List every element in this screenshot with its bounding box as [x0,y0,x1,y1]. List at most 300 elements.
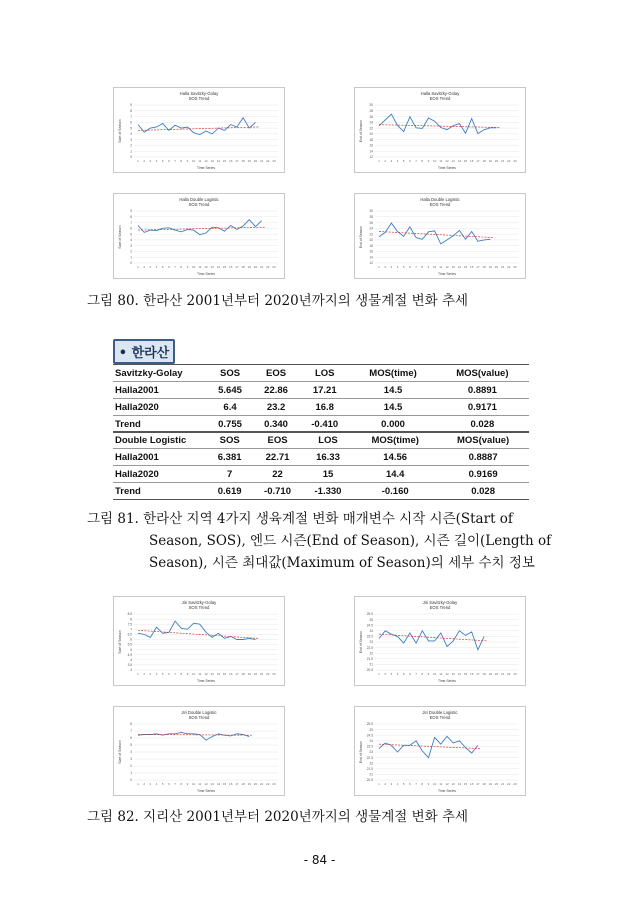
chart-halla-sg-eos [354,87,526,173]
x-tick-label: 8 [180,265,183,269]
x-tick-label: 3 [390,265,393,269]
table-cell: MOS(time) [350,365,435,382]
chart-title: Halla Double Logistic [420,197,460,202]
x-tick-label: 16 [470,782,474,786]
x-tick-label: 23 [513,782,517,786]
x-tick-label: 16 [470,672,474,676]
series-line [138,220,262,235]
y-axis-label: End of Season [359,119,363,143]
series-line [379,631,484,650]
table-cell: 0.8891 [436,382,529,399]
chart-svg [114,194,284,278]
y-axis-label: End of Season [359,225,363,249]
y-tick-label: 23.5 [366,634,373,639]
table-cell: 14.56 [353,449,437,466]
y-tick-label: 6 [130,226,132,231]
x-tick-label: 21 [259,782,264,786]
figure-81-caption-line3: Season), 시즌 최대값(Maximum of Season)의 세부 수치 정보 [149,555,535,571]
x-tick-label: 6 [409,782,411,786]
table-cell: 15 [303,466,353,483]
y-tick-label: 5 [130,232,132,237]
x-tick-label: 3 [390,159,393,163]
y-tick-label: 7 [130,220,132,225]
x-tick-label: 21 [500,265,505,269]
chart-title: Halla Savitzky-Golay [179,91,219,96]
table-row [113,466,529,483]
table-cell: -0.410 [299,416,350,433]
x-tick-label: 7 [174,672,176,676]
y-axis-label: End of Season [359,630,363,654]
y-tick-label: 3 [130,243,132,248]
x-tick-label: 8 [180,159,183,163]
x-tick-label: 14 [216,782,221,786]
x-tick-label: 7 [415,782,417,786]
chart-subtitle: EOS Trend [429,96,451,101]
y-tick-label: 2 [130,143,132,148]
table-cell: Trend [113,483,207,500]
y-tick-label: 26 [369,114,373,119]
y-tick-label: 22.5 [366,645,373,650]
y-tick-label: 30 [369,103,373,108]
x-tick-label: 6 [168,159,170,163]
x-tick-label: 21 [500,782,505,786]
y-tick-label: 24.5 [366,623,373,628]
x-tick-label: 11 [198,159,202,163]
x-axis-label: Time Series [438,679,456,683]
table-cell: Double Logistic [113,432,207,449]
series-line [138,118,256,135]
x-tick-label: 3 [149,159,152,163]
chart-jiri-sg-eos [354,596,526,686]
x-tick-label: 18 [482,159,486,163]
x-tick-label: 11 [439,159,443,163]
x-tick-label: 14 [216,159,221,163]
table-cell: 23.2 [253,399,299,416]
y-tick-label: 3.5 [127,663,132,668]
y-tick-label: 5 [130,126,132,131]
y-tick-label: 24.5 [366,733,373,738]
x-tick-label: 17 [235,265,239,269]
x-tick-label: 4 [155,782,158,786]
y-tick-label: 8 [130,108,132,113]
x-tick-label: 22 [266,672,270,676]
x-tick-label: 3 [149,265,152,269]
y-axis-label: Start of Season [118,630,122,654]
table-row [113,382,529,399]
x-tick-label: 4 [155,265,158,269]
y-tick-label: 18 [369,243,373,248]
y-tick-label: 5 [130,743,132,748]
x-tick-label: 22 [507,782,511,786]
y-tick-label: 1 [130,771,132,776]
table-cell: 0.8887 [437,449,529,466]
x-tick-label: 6 [409,265,411,269]
x-tick-label: 16 [470,159,474,163]
x-tick-label: 17 [235,672,239,676]
x-tick-label: 3 [390,672,393,676]
y-axis-label: Start of Season [118,740,122,764]
table-cell: Savitzky-Golay [113,365,207,382]
chart-svg [355,88,525,172]
x-tick-label: 15 [222,159,227,163]
y-tick-label: 3 [130,757,132,762]
table-cell: 17.21 [299,382,350,399]
x-tick-label: 14 [457,265,462,269]
chart-subtitle: SOS Trend [188,202,210,207]
y-tick-label: 2 [130,764,132,769]
table-cell: 22.86 [253,382,299,399]
chart-title: Halla Double Logistic [179,197,219,202]
table-cell: 14.5 [350,399,435,416]
x-tick-label: 20 [494,159,499,163]
x-tick-label: 2 [384,782,387,786]
x-tick-label: 9 [427,159,430,163]
x-tick-label: 21 [259,159,264,163]
x-tick-label: 10 [191,265,196,269]
x-tick-label: 22 [266,159,270,163]
x-tick-label: 12 [445,159,449,163]
table-row [113,483,529,500]
y-tick-label: 25 [369,727,373,732]
y-tick-label: 7 [130,114,132,119]
x-tick-label: 16 [229,672,233,676]
x-tick-label: 13 [451,672,455,676]
x-tick-label: 23 [272,782,276,786]
x-tick-label: 10 [191,782,196,786]
x-tick-label: 11 [198,782,202,786]
x-tick-label: 1 [378,672,380,676]
chart-jiri-sg-sos [113,596,285,686]
x-tick-label: 7 [415,265,417,269]
x-tick-label: 8 [180,782,183,786]
y-tick-label: 21 [369,662,373,667]
x-tick-label: 23 [513,265,517,269]
table-cell: -0.710 [252,483,302,500]
table-cell: Trend [113,416,207,433]
x-tick-label: 19 [488,672,492,676]
x-tick-label: 6 [168,672,170,676]
x-tick-label: 2 [143,782,146,786]
x-tick-label: 18 [482,782,486,786]
y-tick-label: 16 [369,143,373,148]
y-axis-label: Start of Season [118,119,122,143]
x-tick-label: 22 [266,782,270,786]
x-tick-label: 3 [149,782,152,786]
y-tick-label: 24 [369,226,373,231]
y-tick-label: 8.5 [127,612,132,617]
x-tick-label: 4 [396,265,399,269]
x-tick-label: 8 [421,782,424,786]
x-tick-label: 19 [247,159,251,163]
x-tick-label: 12 [204,159,208,163]
x-tick-label: 13 [451,159,455,163]
table-cell: 0.9171 [436,399,529,416]
x-tick-label: 16 [229,159,233,163]
x-tick-label: 5 [161,782,164,786]
x-tick-label: 5 [161,672,164,676]
x-tick-label: 1 [137,672,139,676]
table-cell: LOS [303,432,353,449]
x-tick-label: 8 [180,672,183,676]
chart-title: Jiri Savitzky-Golay [181,600,217,605]
table-header-row [113,365,529,382]
x-tick-label: 9 [186,782,189,786]
y-tick-label: 30 [369,209,373,214]
trend-line [379,634,487,641]
x-tick-label: 7 [174,265,176,269]
x-tick-label: 2 [143,265,146,269]
y-tick-label: 4 [130,658,132,663]
x-tick-label: 20 [494,672,499,676]
table-cell: 0.028 [437,483,529,500]
chart-svg [355,597,525,685]
chart-title: Halla Savitzky-Golay [420,91,460,96]
table-cell: 14.4 [353,466,437,483]
x-tick-label: 18 [241,782,245,786]
table-cell: 16.33 [303,449,353,466]
y-tick-label: 5 [130,647,132,652]
x-tick-label: 1 [137,159,139,163]
x-tick-label: 8 [421,672,424,676]
region-badge-halla: • 한라산 [113,339,175,364]
x-tick-label: 3 [390,782,393,786]
x-tick-label: 8 [421,159,424,163]
chart-subtitle: SOS Trend [188,605,210,610]
figure-82-caption: 그림 82. 지리산 2001년부터 2020년까지의 생물계절 변화 추세 [87,809,469,825]
chart-halla-dl-sos [113,193,285,279]
x-tick-label: 12 [204,265,208,269]
x-tick-label: 1 [378,782,380,786]
table-cell: 6.4 [207,399,253,416]
y-tick-label: 9 [130,209,132,214]
x-tick-label: 1 [378,159,380,163]
table-cell: 14.5 [350,382,435,399]
chart-subtitle: EOS Trend [429,715,451,720]
x-tick-label: 13 [210,672,214,676]
y-tick-label: 4.5 [127,652,132,657]
x-tick-label: 23 [272,265,276,269]
x-tick-label: 21 [259,672,264,676]
table-cell: Halla2020 [113,399,207,416]
y-tick-label: 18 [369,137,373,142]
x-tick-label: 18 [482,265,486,269]
x-tick-label: 11 [198,672,202,676]
table-cell: 0.000 [350,416,435,433]
table-row [113,449,529,466]
y-tick-label: 14 [369,149,373,154]
x-tick-label: 12 [445,265,449,269]
x-tick-label: 9 [186,672,189,676]
x-tick-label: 5 [402,782,405,786]
y-tick-label: 0 [130,778,132,783]
trend-line [138,227,265,230]
y-tick-label: 28 [369,214,373,219]
x-tick-label: 15 [222,672,227,676]
table-cell: 16.8 [299,399,350,416]
x-tick-label: 20 [253,159,258,163]
x-tick-label: 20 [253,672,258,676]
y-tick-label: 6 [130,120,132,125]
x-tick-label: 19 [488,265,492,269]
table-cell: SOS [207,365,253,382]
y-tick-label: 21 [369,772,373,777]
x-tick-label: 14 [457,672,462,676]
series-line [379,736,478,757]
x-tick-label: 19 [247,672,251,676]
x-tick-label: 1 [378,265,380,269]
x-tick-label: 22 [507,265,511,269]
y-tick-label: 8 [130,722,132,727]
x-tick-label: 19 [247,265,251,269]
y-tick-label: 20.5 [366,778,373,783]
y-tick-label: 24 [369,739,373,743]
chart-title: Jiri Savitzky-Golay [422,600,458,605]
x-tick-label: 9 [427,782,430,786]
chart-title: Jiri Double Logistic [422,710,458,715]
x-tick-label: 5 [402,265,405,269]
x-tick-label: 21 [500,159,505,163]
y-tick-label: 22 [369,651,373,656]
y-tick-label: 7.5 [127,622,132,627]
x-tick-label: 4 [396,159,399,163]
y-tick-label: 3 [130,137,132,142]
x-tick-label: 20 [494,782,499,786]
y-tick-label: 26 [369,220,373,225]
x-tick-label: 9 [186,159,189,163]
table-cell: MOS(time) [353,432,437,449]
x-tick-label: 10 [191,672,196,676]
x-tick-label: 17 [476,265,480,269]
x-tick-label: 15 [463,782,468,786]
x-tick-label: 13 [451,782,455,786]
x-axis-label: Time Series [438,166,456,170]
y-tick-label: 0 [130,261,132,266]
x-tick-label: 18 [241,265,245,269]
table-row [113,416,529,433]
x-tick-label: 12 [204,782,208,786]
x-tick-label: 15 [222,265,227,269]
x-tick-label: 17 [476,782,480,786]
x-tick-label: 10 [432,265,437,269]
x-tick-label: 13 [210,159,214,163]
y-tick-label: 22 [369,126,373,131]
x-tick-label: 4 [396,782,399,786]
y-tick-label: 1 [130,149,132,154]
x-tick-label: 15 [222,782,227,786]
y-tick-label: 7 [130,627,132,632]
x-tick-label: 11 [439,265,443,269]
chart-svg [114,707,284,795]
table-cell: Halla2020 [113,466,207,483]
y-axis-label: Start of Season [118,225,122,249]
x-tick-label: 22 [507,159,511,163]
table-cell: EOS [253,365,299,382]
x-tick-label: 9 [427,265,430,269]
x-tick-label: 7 [415,672,417,676]
y-tick-label: 23 [369,640,373,645]
y-tick-label: 0 [130,155,132,160]
x-tick-label: 15 [463,265,468,269]
x-tick-label: 16 [229,782,233,786]
x-tick-label: 22 [507,672,511,676]
x-tick-label: 2 [143,159,146,163]
y-tick-label: 6.5 [127,632,132,637]
y-tick-label: 22.5 [366,755,373,760]
x-tick-label: 11 [439,782,443,786]
table-cell: -0.160 [353,483,437,500]
chart-subtitle: EOS Trend [429,202,451,207]
y-tick-label: 6 [130,637,132,642]
y-tick-label: 25.5 [366,722,373,727]
y-tick-label: 28 [369,108,373,113]
chart-jiri-dl-eos [354,706,526,796]
x-tick-label: 18 [241,159,245,163]
chart-subtitle: SOS Trend [188,715,210,720]
x-tick-label: 13 [210,782,214,786]
x-tick-label: 23 [513,159,517,163]
y-tick-label: 12 [369,261,373,266]
x-tick-label: 22 [266,265,270,269]
x-tick-label: 5 [161,159,164,163]
x-tick-label: 18 [241,672,245,676]
x-tick-label: 12 [445,782,449,786]
x-tick-label: 10 [191,159,196,163]
x-tick-label: 20 [494,265,499,269]
x-tick-label: 17 [235,782,239,786]
x-tick-label: 8 [421,265,424,269]
table-cell: 22 [252,466,302,483]
x-tick-label: 9 [186,265,189,269]
y-tick-label: 23.5 [366,744,373,749]
chart-subtitle: SOS Trend [188,96,210,101]
x-tick-label: 21 [259,265,264,269]
y-tick-label: 2 [130,249,132,254]
x-tick-label: 20 [253,265,258,269]
series-line [138,732,249,740]
x-tick-label: 6 [168,782,170,786]
x-tick-label: 12 [204,672,208,676]
y-tick-label: 22 [369,232,373,237]
x-tick-label: 5 [402,159,405,163]
x-tick-label: 2 [384,265,387,269]
x-tick-label: 2 [143,672,146,676]
x-tick-label: 14 [457,782,462,786]
x-axis-label: Time Series [197,272,215,276]
x-tick-label: 13 [451,265,455,269]
y-tick-label: 21.5 [366,767,373,771]
x-tick-label: 23 [513,672,517,676]
x-tick-label: 4 [155,672,158,676]
savitzky-golay-table [113,364,529,433]
x-axis-label: Time Series [197,679,215,683]
x-tick-label: 10 [432,159,437,163]
y-tick-label: 4 [130,750,132,755]
y-tick-label: 22 [369,761,373,766]
figure-81-caption [87,508,551,574]
x-tick-label: 21 [500,672,505,676]
chart-jiri-dl-sos [113,706,285,796]
x-tick-label: 17 [476,159,480,163]
x-tick-label: 11 [198,265,202,269]
figure-80-caption: 그림 80. 한라산 2001년부터 2020년까지의 생물계절 변화 추세 [87,293,469,309]
x-tick-label: 1 [137,782,139,786]
y-tick-label: 4 [130,238,132,243]
x-tick-label: 7 [174,159,176,163]
y-tick-label: 25.5 [366,612,373,617]
table-cell: 5.645 [207,382,253,399]
x-tick-label: 15 [463,159,468,163]
y-tick-label: 6 [130,736,132,741]
